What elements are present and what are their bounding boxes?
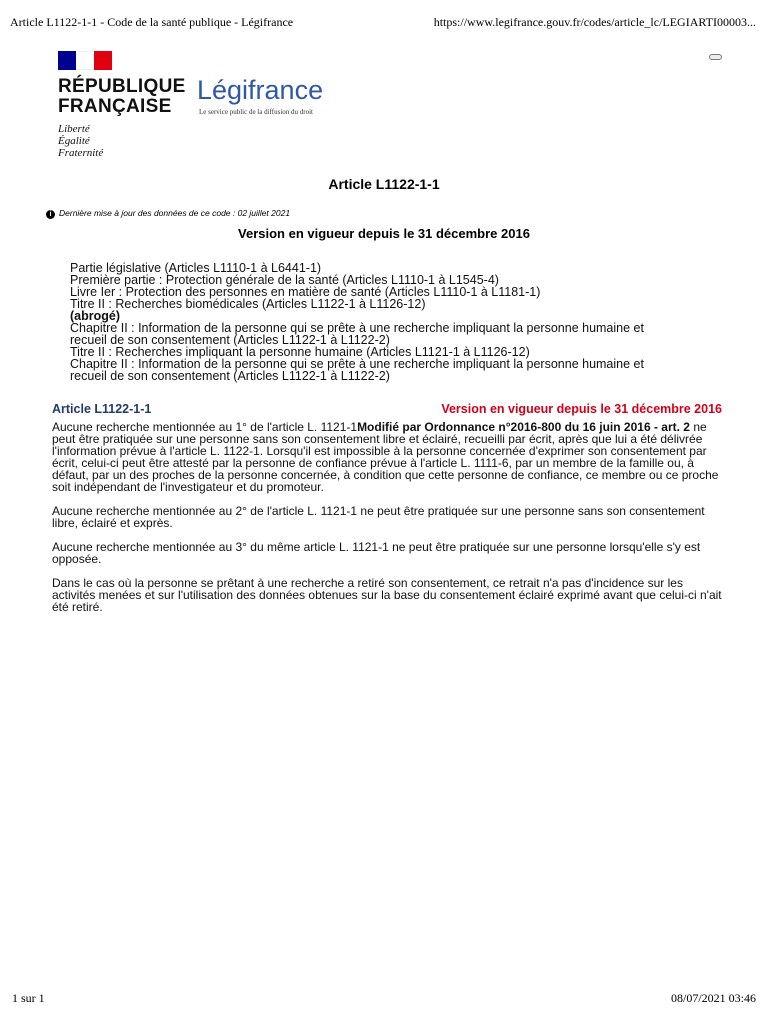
version-heading: Version en vigueur depuis le 31 décembre 2016	[238, 226, 530, 241]
print-footer-datetime: 08/07/2021 03:46	[670, 991, 756, 1005]
paragraph-1	[52, 421, 724, 493]
paragraph-4: Dans le cas où la personne se prêtant à une recherche a retiré son consentement, ce retrait n'a pas d'incidence sur les activités menées et sur l'utilisation des données obtenues sur la base du consentement éclairé exprimé avant que celui-ci n'ait été retiré.	[52, 576, 722, 614]
republic-line-2: FRANÇAISE	[58, 96, 172, 117]
print-header-title: Article L1122-1-1 - Code de la santé publique - Légifrance	[10, 15, 294, 29]
breadcrumb-item-continued[interactable]: recueil de son consentement (Articles L1122-1 à L1122-2)	[70, 333, 390, 347]
breadcrumb-item[interactable]: Titre II : Recherches biomédicales (Articles L1122-1 à L1126-12)	[70, 297, 426, 311]
breadcrumb-item[interactable]: Chapitre II : Information de la personne qui se prête à une recherche impliquant la personne humaine et	[70, 357, 644, 371]
print-header-url: https://www.legifrance.gouv.fr/codes/article_lc/LEGIARTI00003...	[433, 15, 756, 29]
motto-egalite: Égalité	[58, 135, 90, 147]
article-version-status: Version en vigueur depuis le 31 décembre 2016	[441, 402, 722, 416]
motto-liberte: Liberté	[58, 123, 90, 135]
breadcrumb-item[interactable]: Livre Ier : Protection des personnes en matière de santé (Articles L1110-1 à L1181-1)	[70, 285, 541, 299]
site-logo[interactable]	[58, 51, 324, 159]
breadcrumb-item[interactable]: Partie législative (Articles L1110-1 à L6441-1)	[70, 261, 322, 275]
info-icon: i	[46, 210, 55, 219]
breadcrumb-abrogated-label: (abrogé)	[70, 309, 120, 323]
article-content	[52, 421, 724, 625]
menu-toggle-icon[interactable]	[709, 54, 722, 60]
paragraph-3: Aucune recherche mentionnée au 3° du même article L. 1121-1 ne peut être pratiquée sur une personne lorsqu'elle s'y est opposée.	[52, 540, 701, 566]
breadcrumb-item-continued[interactable]: recueil de son consentement (Articles L1122-1 à L1122-2)	[70, 369, 390, 383]
republic-wordmark	[58, 77, 186, 117]
brand-tagline: Le service public de la diffusion du droit	[199, 108, 313, 116]
paragraph-2: Aucune recherche mentionnée au 2° de l'article L. 1121-1 ne peut être pratiquée sur une personne sans son consentement libre, éclairé et exprès.	[52, 504, 705, 530]
breadcrumb-item[interactable]: Titre II : Recherches impliquant la personne humaine (Articles L1121-1 à L1126-12)	[70, 345, 530, 359]
republic-line-1: RÉPUBLIQUE	[58, 76, 186, 97]
french-flag-icon	[58, 51, 112, 70]
motto-fraternite: Fraternité	[58, 147, 104, 159]
article-name: Article L1122-1-1	[52, 402, 152, 416]
breadcrumb	[70, 262, 730, 382]
breadcrumb-item[interactable]: Chapitre II : Information de la personne qui se prête à une recherche impliquant la personne humaine et	[70, 321, 644, 335]
paragraph-1-rest: ne peut être pratiquée sur une personne sans son consentement libre et éclairé, recueilli par écrit, après que lui a été délivrée l'information prévue à l'article L. 1122-1. Lorsqu'il est impossible à la personne concernée d'exprimer son consentement par écrit, celui-ci peut être attesté par la personne de confiance prévue à l'article L. 1111-6, par un membre de la famille ou, à défaut, par un des proches de la personne concernée, à condition que cette personne de confiance, ce membre ou ce proche soit indépendant de l'investigateur et du promoteur.	[52, 420, 719, 494]
breadcrumb-item[interactable]: Première partie : Protection générale de la santé (Articles L1110-1 à L1545-4)	[70, 273, 499, 287]
last-update-text: Dernière mise à jour des données de ce code : 02 juillet 2021	[59, 208, 291, 218]
paragraph-1-start: Aucune recherche mentionnée au 1° de l'article L. 1121-1	[52, 420, 358, 434]
last-update-notice	[46, 208, 290, 219]
modification-link[interactable]: Modifié par Ordonnance n°2016-800 du 16 juin 2016 - art. 2	[357, 420, 690, 434]
article-header	[52, 402, 722, 416]
brand-name: Légifrance	[197, 75, 324, 105]
print-footer-page: 1 sur 1	[12, 991, 45, 1005]
republic-motto	[58, 123, 103, 159]
page-title: Article L1122-1-1	[328, 176, 440, 192]
